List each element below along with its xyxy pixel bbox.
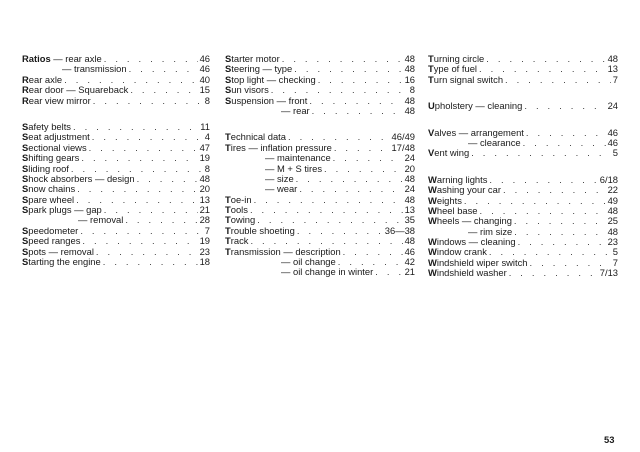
entry-text: heels — changing [436, 215, 512, 227]
leader-dots [92, 132, 203, 142]
entry-key-letter: T [225, 235, 231, 247]
entry-text: — removal [78, 214, 124, 226]
entry-text: echnical data [230, 131, 286, 143]
entry-key-letter: S [225, 63, 232, 75]
entry-text: — rear axle [50, 53, 102, 64]
entry-page-ref: 48 [607, 204, 618, 216]
leader-dots [82, 236, 197, 246]
leader-dots [514, 227, 605, 237]
index-column-1 [22, 54, 210, 283]
entry-key-letter: W [428, 246, 437, 258]
entry-page-ref: 20 [404, 162, 415, 174]
entry-page-ref: 46/49 [391, 131, 415, 143]
index-entry [22, 257, 210, 267]
entry-page-ref: 11 [200, 120, 210, 132]
entry-text: teering — type [231, 63, 293, 75]
entry-page-ref: 16 [404, 73, 415, 85]
entry-page-ref: 46 [607, 126, 618, 138]
entry-text: indshield wiper switch [436, 256, 528, 268]
entry-page-ref: 24 [404, 183, 415, 195]
entry-term [428, 75, 503, 85]
entry-text: indows — cleaning [436, 236, 516, 248]
entry-term [22, 96, 91, 106]
entry-text: — oil change in winter [281, 266, 374, 278]
entry-page-ref: 46 [404, 245, 415, 257]
entry-term [225, 106, 310, 116]
entry-text: top light — checking [231, 73, 316, 85]
entry-page-ref: 19 [199, 235, 210, 247]
entry-key-letter: S [22, 235, 29, 247]
entry-text: — oil change [281, 256, 336, 268]
entry-text: hock absorbers — design [28, 172, 135, 184]
index-group [22, 122, 210, 267]
entry-text: eat adjustment [28, 131, 90, 143]
index-entry [428, 75, 618, 85]
entry-text: peed ranges [28, 235, 81, 247]
entry-text: — size [265, 172, 294, 184]
index-entry [22, 96, 210, 106]
leader-dots [343, 247, 403, 257]
entry-key-letter: S [22, 141, 29, 153]
leader-dots [130, 85, 197, 95]
leader-dots [523, 138, 606, 148]
entry-page-ref: 20 [199, 183, 210, 195]
entry-key-letter: S [225, 84, 232, 96]
entry-page-ref: 7 [204, 224, 210, 236]
entry-page-ref: 47 [199, 141, 210, 153]
entry-text: oe-in [230, 193, 252, 205]
entry-page-ref: 5 [612, 147, 618, 159]
leader-dots [93, 96, 203, 106]
index-entry [225, 174, 415, 184]
entry-page-ref: 15 [199, 84, 210, 96]
entry-key-letter: S [22, 204, 29, 216]
leader-dots [324, 164, 403, 174]
index-group [225, 132, 415, 277]
entry-page-ref: 13 [199, 193, 210, 205]
entry-page-ref: 21 [199, 204, 210, 216]
entry-text: — transmission [62, 63, 127, 75]
entry-page-ref: 7/13 [599, 267, 618, 279]
entry-page-ref: 48 [404, 94, 415, 106]
entry-text: ear view mirror [28, 94, 91, 106]
entry-page-ref: 23 [199, 245, 210, 257]
leader-dots [254, 195, 403, 205]
entry-page-ref: 25 [607, 215, 618, 227]
entry-text: — maintenance [265, 152, 331, 164]
entry-page-ref: 49 [607, 194, 618, 206]
entry-page-ref: 13 [404, 204, 415, 216]
entry-key-letter: W [428, 204, 437, 216]
entry-text: — rear [281, 104, 310, 116]
entry-key-letter: S [22, 224, 29, 236]
entry-key-letter: S [22, 256, 29, 268]
index-entry [225, 267, 415, 277]
index-entry [428, 148, 618, 158]
entry-page-ref: 7 [612, 73, 618, 85]
entry-key-letter: T [225, 141, 231, 153]
leader-dots [299, 184, 402, 194]
entry-text: heel base [436, 204, 478, 216]
entry-text: afety belts [28, 120, 71, 132]
index-group [22, 54, 210, 106]
index-entry [428, 268, 618, 278]
index-entry [428, 101, 618, 111]
entry-text: park plugs — gap [28, 204, 102, 216]
entry-page-ref: 48 [404, 235, 415, 247]
leader-dots [312, 106, 403, 116]
entry-key-letter: S [225, 53, 232, 64]
entry-key-letter: W [428, 256, 437, 268]
leader-dots [514, 216, 606, 226]
leader-dots [375, 267, 402, 277]
entry-page-ref: 22 [607, 184, 618, 196]
entry-key-letter: S [22, 172, 29, 184]
entry-page-ref: 46 [199, 63, 210, 75]
entry-term [428, 268, 507, 278]
entry-page-ref: 8 [204, 94, 210, 106]
entry-key-letter: V [428, 126, 435, 138]
entry-text: arning lights [436, 173, 488, 185]
entry-key-letter: V [428, 147, 435, 159]
entry-key-letter: W [428, 267, 437, 279]
entry-key-letter: S [22, 183, 29, 195]
entry-page-ref: 48 [404, 53, 415, 64]
entry-page-ref: 42 [404, 256, 415, 268]
leader-dots [80, 226, 202, 236]
entry-key-letter: T [428, 53, 434, 64]
entry-page-ref: 48 [607, 225, 618, 237]
entry-key-letter: R [22, 73, 29, 85]
entry-text: tarter motor [231, 53, 280, 64]
entry-key-letter: S [22, 152, 29, 164]
entry-text: ear axle [28, 73, 63, 85]
entry-page-ref: 24 [607, 100, 618, 112]
entry-page-ref: 48 [404, 63, 415, 75]
entry-text: now chains [28, 183, 76, 195]
entry-text: ransmission — description [230, 245, 341, 257]
entry-text: ectional views [28, 141, 87, 153]
leader-dots [250, 205, 403, 215]
leader-dots [129, 64, 198, 74]
entry-text: peedometer [28, 224, 79, 236]
leader-dots [505, 75, 611, 85]
entry-key-letter: T [428, 63, 434, 75]
entry-page-ref: 19 [199, 152, 210, 164]
leader-dots [309, 96, 402, 106]
leader-dots [333, 153, 403, 163]
entry-page-ref: 46 [607, 136, 618, 148]
entry-page-ref: 48 [404, 172, 415, 184]
leader-dots [282, 54, 403, 64]
index-column-3 [428, 54, 618, 295]
entry-text: tarting the engine [28, 256, 101, 268]
entry-page-ref: 28 [199, 214, 210, 226]
entry-key-letter: S [22, 193, 29, 205]
entry-text: pare wheel [28, 193, 75, 205]
entry-text: urning circle [433, 53, 485, 64]
entry-key-letter: W [428, 236, 437, 248]
entry-text: hifting gears [28, 152, 80, 164]
entry-text: eights [436, 194, 462, 206]
leader-dots [81, 153, 197, 163]
entry-key-letter: R [22, 94, 29, 106]
index-group [428, 101, 618, 111]
index-group [428, 175, 618, 279]
leader-dots [297, 226, 383, 236]
entry-page-ref: 48 [404, 104, 415, 116]
entry-key-letter: S [22, 245, 29, 257]
entry-text: — wear [265, 183, 298, 195]
entry-key-letter: W [428, 194, 437, 206]
leader-dots [526, 128, 606, 138]
entry-text: rack [230, 235, 249, 247]
leader-dots [489, 175, 597, 185]
index-entry [225, 106, 415, 116]
leader-dots [137, 174, 198, 184]
leader-dots [471, 148, 611, 158]
entry-key-letter: S [225, 94, 232, 106]
entry-key-letter: T [225, 193, 231, 205]
entry-page-ref: 48 [404, 193, 415, 205]
entry-text: urn signal switch [433, 73, 504, 85]
entry-key-letter: S [22, 162, 29, 174]
index-entry [225, 226, 415, 236]
entry-page-ref: 21 [404, 266, 415, 278]
entry-text: rouble shoeting [230, 224, 295, 236]
entry-key-letter: T [225, 131, 231, 143]
leader-dots [125, 215, 197, 225]
leader-dots [464, 196, 606, 206]
entry-key-letter: R [22, 84, 29, 96]
entry-text: ent wing [434, 147, 470, 159]
entry-page-ref: 23 [607, 236, 618, 248]
index-entry [225, 184, 415, 194]
entry-key-letter: S [225, 73, 232, 85]
entry-text: pots — removal [28, 245, 94, 257]
entry-key-letter: T [225, 224, 231, 236]
leader-dots [334, 143, 390, 153]
entry-text: — M + S tires [265, 162, 323, 174]
index-entry [428, 128, 618, 138]
index-group [428, 128, 618, 159]
leader-dots [530, 258, 611, 268]
entry-page-ref: 13 [607, 63, 618, 75]
entry-text: ools [230, 204, 248, 216]
leader-dots [486, 54, 605, 64]
entry-key-letter: S [22, 120, 29, 132]
index-entry [225, 96, 415, 106]
entry-text: owing [230, 214, 256, 226]
entry-page-ref: 7 [612, 256, 618, 268]
entry-key-letter: T [428, 73, 434, 85]
entry-page-ref: 40 [199, 73, 210, 85]
entry-text: ires — inflation pressure [230, 141, 332, 153]
index-entry [225, 164, 415, 174]
entry-text: — rim size [468, 225, 513, 237]
entry-term [428, 148, 469, 158]
entry-key-letter: S [22, 131, 29, 143]
leader-dots [96, 247, 198, 257]
leader-dots [509, 268, 598, 278]
entry-page-ref: 36—38 [384, 224, 415, 236]
entry-text: alves — arrangement [434, 126, 524, 138]
entry-page-ref: 48 [607, 53, 618, 64]
entry-text: ype of fuel [433, 63, 477, 75]
entry-page-ref: 48 [199, 172, 210, 184]
leader-dots [518, 237, 606, 247]
entry-text: — clearance [468, 136, 521, 148]
entry-page-ref: 8 [409, 84, 415, 96]
entry-page-ref: 6/18 [599, 173, 618, 185]
index-entry [428, 216, 618, 226]
entry-page-ref: 46 [199, 53, 210, 64]
entry-page-ref: 8 [204, 162, 210, 174]
entry-key-letter: T [225, 214, 231, 226]
entry-text: ashing your car [436, 184, 501, 196]
entry-page-ref: 17/48 [391, 141, 415, 153]
leader-dots [103, 257, 198, 267]
entry-term [428, 101, 522, 111]
entry-term [22, 257, 101, 267]
leader-dots [524, 101, 605, 111]
entry-text: un visors [231, 84, 269, 96]
leader-dots [73, 122, 198, 132]
entry-key-letter: W [428, 173, 437, 185]
entry-page-ref: 5 [612, 246, 618, 258]
entry-key-letter: T [225, 245, 231, 257]
leader-dots [89, 143, 198, 153]
index-column-2 [225, 54, 415, 294]
entry-term [225, 267, 373, 277]
entry-page-ref: 18 [199, 256, 210, 268]
leader-dots [503, 185, 606, 195]
entry-key-letter: Ratios [22, 53, 51, 64]
entry-page-ref: 4 [204, 131, 210, 143]
entry-page-ref: 24 [404, 152, 415, 164]
entry-key-letter: W [428, 184, 437, 196]
leader-dots [296, 174, 403, 184]
index-entry [225, 195, 415, 205]
entry-text: ear door — Squareback [28, 84, 129, 96]
index-group [225, 54, 415, 116]
entry-key-letter: T [225, 204, 231, 216]
entry-key-letter: U [428, 100, 435, 112]
entry-text: uspension — front [231, 94, 308, 106]
entry-text: liding roof [28, 162, 69, 174]
entry-text: indow crank [436, 246, 487, 258]
leader-dots [77, 184, 197, 194]
entry-text: pholstery — cleaning [434, 100, 523, 112]
entry-text: indshield washer [436, 267, 507, 279]
page-number: 53 [604, 434, 615, 445]
entry-page-ref: 35 [404, 214, 415, 226]
leader-dots [318, 75, 403, 85]
index-group [428, 54, 618, 85]
entry-key-letter: W [428, 215, 437, 227]
